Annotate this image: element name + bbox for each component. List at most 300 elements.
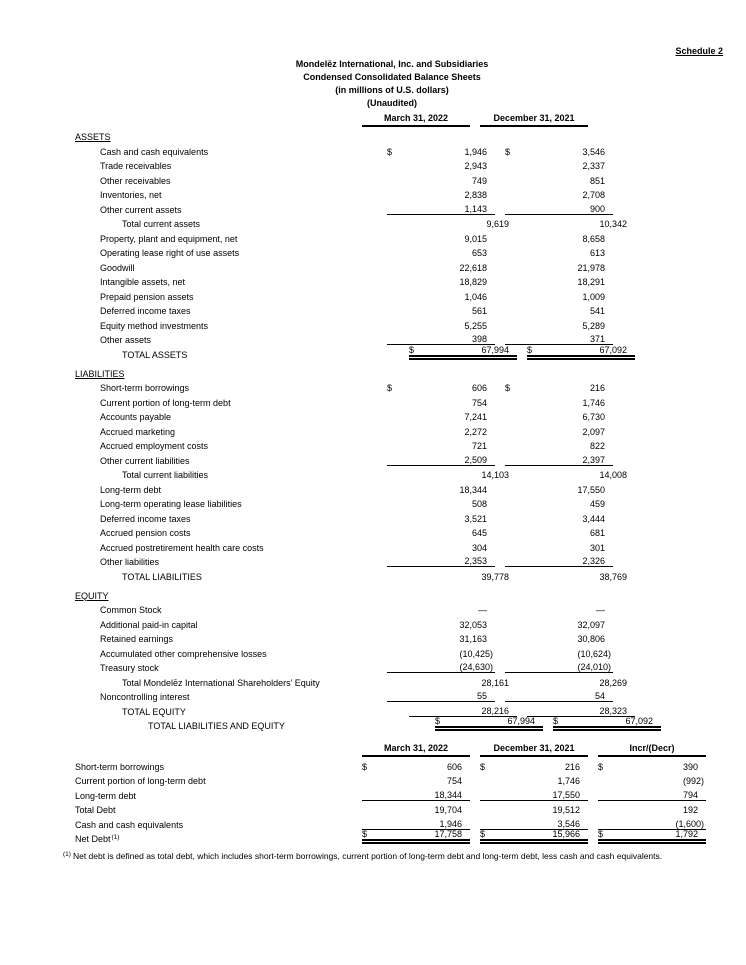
value-cell (387, 263, 495, 273)
value: 18,291 (577, 277, 605, 287)
value: 17,550 (577, 484, 605, 495)
value-cell (598, 829, 706, 844)
title-block (66, 58, 718, 110)
value: 1,946 (464, 146, 487, 157)
value-cell (505, 605, 613, 615)
dollar-sign: $ (409, 344, 415, 355)
dollar-sign: $ (598, 829, 604, 839)
footnote-text: Net debt is defined as total debt, which includes short-term borrowings, current portion of long-term debt and long-term debt, less cash and cash equivalents. (72, 851, 663, 861)
value-cell (527, 572, 635, 582)
dollar-sign: $ (480, 761, 486, 772)
value: 398 (471, 334, 487, 344)
value: 31,163 (459, 634, 487, 644)
value: 2,337 (582, 161, 605, 171)
value-cell (505, 277, 613, 287)
value-cell (362, 790, 470, 801)
table-row (75, 244, 605, 259)
value: 28,269 (599, 677, 627, 688)
value: 851 (589, 175, 605, 186)
value-cell (505, 634, 613, 644)
row-label: Treasury stock (100, 663, 159, 673)
table-row (75, 480, 605, 495)
schedule-label: Schedule 2 (675, 46, 723, 56)
debt-table-rows (75, 757, 706, 844)
table-row (75, 509, 605, 524)
company-name: Mondelēz International, Inc. and Subsidiaries (295, 59, 489, 69)
value-cell (387, 620, 495, 630)
value-cell (387, 412, 495, 422)
row-label: Noncontrolling interest (100, 692, 190, 702)
table-row (75, 171, 605, 186)
value-cell (387, 398, 495, 408)
value-cell (480, 790, 588, 801)
value-cell (387, 277, 495, 287)
table-row (75, 466, 627, 481)
value-cell (409, 572, 517, 582)
row-label: Short-term borrowings (75, 761, 165, 772)
table-row (75, 344, 627, 360)
row-label: Net Debt$^{(1)}$ (75, 834, 120, 844)
value: 606 (471, 383, 487, 393)
row-label: TOTAL EQUITY (122, 706, 186, 717)
table-row (75, 200, 605, 215)
value: 561 (471, 306, 487, 316)
value: 900 (589, 203, 605, 214)
dollar-sign: $ (362, 829, 368, 839)
value-cell (598, 762, 706, 772)
table-row (75, 702, 627, 717)
table-row (75, 451, 605, 466)
value-cell (362, 805, 470, 815)
table-row (75, 815, 706, 830)
value: 3,444 (582, 513, 605, 524)
table-row (75, 437, 605, 452)
footnote (63, 851, 718, 861)
value: 216 (564, 761, 580, 772)
value-cell (505, 514, 613, 524)
value: 2,397 (582, 454, 605, 465)
value-cell (387, 649, 495, 659)
row-label: TOTAL LIABILITIES AND EQUITY (148, 721, 285, 731)
value: 2,272 (464, 426, 487, 437)
value: 67,994 (481, 344, 509, 355)
units-note: (in millions of U.S. dollars) (335, 85, 449, 95)
row-label: Other current liabilities (100, 455, 190, 466)
value-cell (505, 662, 613, 673)
value: 28,323 (599, 705, 627, 716)
row-label: Long-term debt (75, 790, 137, 801)
value: 2,708 (582, 190, 605, 200)
value-cell (387, 556, 495, 567)
value: 2,353 (464, 556, 487, 566)
value: 15,966 (552, 829, 580, 839)
value: 1,143 (464, 203, 487, 214)
row-label: Total Debt (75, 805, 116, 815)
value: 613 (589, 248, 605, 258)
value: 508 (471, 499, 487, 509)
value-cell (505, 321, 613, 331)
value-cell (505, 306, 613, 316)
superscript-marker: (1) (111, 834, 120, 841)
row-label: Property, plant and equipment, net (100, 233, 238, 244)
value-cell (505, 234, 613, 244)
row-label: Other current assets (100, 204, 182, 215)
value: 14,103 (481, 470, 509, 480)
table-row (75, 615, 605, 630)
table-row (75, 142, 605, 157)
value: 18,829 (459, 277, 487, 287)
value-cell (598, 790, 706, 801)
balance-sheet-table (75, 113, 653, 731)
value: 192 (682, 805, 698, 815)
value-cell (362, 762, 470, 772)
value-cell (362, 776, 470, 786)
value-cell (505, 499, 613, 509)
value-cell (527, 470, 635, 480)
table-row (75, 538, 605, 553)
value-cell (505, 263, 613, 273)
column-header-december-31-2021: December 31, 2021 (480, 743, 588, 757)
value: 38,769 (599, 571, 627, 582)
table-row (75, 422, 605, 437)
value-cell (409, 345, 517, 360)
value: 1,046 (464, 291, 487, 302)
table-row (75, 331, 605, 346)
row-label: Current portion of long-term debt (75, 776, 206, 786)
value-cell (387, 485, 495, 495)
value: 8,658 (582, 233, 605, 244)
value: (24,010) (577, 662, 611, 672)
value: 822 (589, 441, 605, 451)
value: — (596, 605, 605, 615)
value: 390 (682, 761, 698, 772)
column-header-march-31-2022: March 31, 2022 (362, 113, 470, 127)
value-cell (387, 691, 495, 702)
row-label: Long-term operating lease liabilities (100, 499, 242, 509)
value: (10,624) (577, 648, 611, 659)
table-row (75, 644, 611, 659)
row-label: Accrued employment costs (100, 441, 209, 451)
value-cell (505, 528, 613, 538)
value: 67,092 (599, 344, 627, 355)
value-cell (505, 455, 613, 466)
dollar-sign: $ (505, 383, 511, 393)
column-header-incr-decr: Incr/(Decr) (598, 743, 706, 757)
value-cell (480, 819, 588, 830)
value: 21,978 (577, 262, 605, 273)
value-cell (505, 248, 613, 258)
row-label: Accrued pension costs (100, 528, 191, 538)
value: 54 (594, 691, 605, 701)
row-label: Accounts payable (100, 412, 172, 422)
report-title: Condensed Consolidated Balance Sheets (303, 72, 481, 82)
table-row (75, 688, 605, 703)
value: 794 (682, 789, 698, 800)
value-cell (505, 556, 613, 567)
row-label: Current portion of long-term debt (100, 397, 231, 408)
dollar-sign: $ (387, 146, 393, 157)
table-row (75, 408, 605, 423)
value-cell (598, 805, 706, 815)
value: 459 (589, 499, 605, 509)
value-cell (480, 762, 588, 772)
row-label: Additional paid-in capital (100, 619, 198, 630)
value: 17,758 (434, 829, 462, 839)
value: 721 (471, 441, 487, 451)
value: 6,730 (582, 412, 605, 422)
row-label: Total Mondelēz International Shareholders’ Equity (122, 677, 320, 688)
value-cell (387, 514, 495, 524)
value-cell (387, 499, 495, 509)
value-cell (505, 292, 613, 302)
table-row (75, 659, 611, 674)
value-cell (387, 528, 495, 538)
value-cell (387, 634, 495, 644)
value-cell (505, 441, 613, 451)
value-cell (387, 455, 495, 466)
value-cell (387, 427, 495, 437)
value: (24,630) (459, 662, 493, 672)
table-row (75, 757, 706, 772)
value-cell (387, 234, 495, 244)
value-cell (505, 383, 613, 393)
row-label: Total current assets (122, 219, 201, 229)
value: 10,342 (599, 219, 627, 229)
table-row (75, 273, 605, 288)
value: 541 (589, 306, 605, 316)
value-cell (527, 219, 635, 229)
value-cell (505, 649, 613, 659)
value-cell (387, 605, 495, 615)
row-label: Accrued marketing (100, 426, 176, 437)
value-cell (505, 427, 613, 437)
balance-sheet-column-headers (75, 113, 588, 127)
value: 7,241 (464, 412, 487, 422)
value: 32,097 (577, 619, 605, 630)
dollar-sign: $ (387, 383, 393, 393)
value: 653 (471, 248, 487, 258)
column-header-march-31-2022: March 31, 2022 (362, 743, 470, 757)
value-cell (362, 829, 470, 844)
table-row (75, 601, 605, 616)
row-label: Intangible assets, net (100, 277, 186, 287)
footnote-marker: (1) (63, 851, 71, 858)
value-cell (435, 716, 543, 731)
content-area (63, 0, 718, 861)
value: 1,009 (582, 291, 605, 302)
table-row (75, 302, 605, 317)
value: 371 (589, 334, 605, 344)
value: 1,746 (557, 776, 580, 786)
value-cell (387, 321, 495, 331)
value: 3,546 (582, 146, 605, 157)
value: 1,946 (439, 818, 462, 829)
value-cell (505, 398, 613, 408)
table-row (75, 393, 605, 408)
value: 1,746 (582, 397, 605, 408)
value: 645 (471, 528, 487, 538)
value: 606 (446, 761, 462, 772)
value: 2,097 (582, 426, 605, 437)
value-cell (387, 441, 495, 451)
value-cell (505, 485, 613, 495)
value: 28,216 (481, 705, 509, 716)
value-cell (527, 345, 635, 360)
row-label: Common Stock (100, 605, 162, 615)
value: (992) (682, 776, 704, 786)
row-label: Accrued postretirement health care costs (100, 542, 264, 553)
table-row (75, 716, 653, 732)
value: 19,704 (434, 805, 462, 815)
row-label: Other assets (100, 335, 152, 345)
value: 9,015 (464, 233, 487, 244)
value: 18,344 (459, 484, 487, 495)
balance-sheet-rows (75, 129, 653, 731)
section-header-liabilities: LIABILITIES (75, 368, 125, 379)
table-row (75, 287, 605, 302)
value-cell (505, 190, 613, 200)
table-row (75, 567, 627, 582)
column-header-december-31-2021: December 31, 2021 (480, 113, 588, 127)
value-cell (409, 470, 517, 480)
table-row (75, 553, 605, 568)
value-cell (480, 776, 588, 786)
row-label: Inventories, net (100, 190, 162, 200)
row-label: Deferred income taxes (100, 306, 191, 316)
row-label: TOTAL ASSETS (122, 349, 188, 360)
value-cell (387, 383, 495, 393)
row-label: Accumulated other comprehensive losses (100, 648, 267, 659)
value-cell (480, 829, 588, 844)
value: 32,053 (459, 619, 487, 630)
value-cell (409, 219, 517, 229)
value: 14,008 (599, 470, 627, 480)
row-label: Total current liabilities (122, 470, 209, 480)
table-row (75, 673, 627, 688)
table-row (75, 801, 706, 816)
table-row (75, 772, 706, 787)
value: 17,550 (552, 789, 580, 800)
value: 681 (589, 528, 605, 538)
row-label: TOTAL LIABILITIES (122, 571, 202, 582)
value: 5,255 (464, 320, 487, 331)
debt-table-column-headers (75, 743, 706, 757)
value: 2,838 (464, 190, 487, 200)
table-row (75, 524, 605, 539)
value: 3,546 (557, 818, 580, 829)
value: 754 (446, 776, 462, 786)
table-row (75, 258, 605, 273)
row-label: Cash and cash equivalents (100, 146, 209, 157)
dollar-sign: $ (598, 761, 604, 772)
value-cell (505, 543, 613, 553)
value: 1,792 (675, 829, 698, 839)
value-cell (387, 306, 495, 316)
value-cell (505, 620, 613, 630)
unaudited-note: (Unaudited) (367, 98, 417, 108)
value-cell (409, 678, 517, 688)
value: 2,509 (464, 454, 487, 465)
value-cell (387, 543, 495, 553)
value-cell (387, 662, 495, 673)
table-row (75, 830, 706, 845)
value: (1,600) (675, 818, 704, 829)
value-cell (387, 176, 495, 186)
dollar-sign: $ (527, 344, 533, 355)
value-cell (387, 292, 495, 302)
row-label: Short-term borrowings (100, 383, 190, 393)
row-label: Other liabilities (100, 557, 160, 567)
value-cell (505, 412, 613, 422)
value: 18,344 (434, 789, 462, 800)
value-cell (387, 161, 495, 171)
table-row (75, 229, 605, 244)
value: 301 (589, 542, 605, 553)
value-cell (387, 190, 495, 200)
value: 5,289 (582, 320, 605, 331)
value-cell (409, 706, 517, 717)
row-label: Operating lease right of use assets (100, 248, 240, 258)
value-cell (527, 678, 635, 688)
value-cell (598, 819, 706, 830)
table-row (75, 316, 605, 331)
value: 9,619 (486, 219, 509, 229)
value: — (478, 605, 487, 615)
value: 216 (589, 383, 605, 393)
row-label: Prepaid pension assets (100, 291, 194, 302)
value-cell (505, 334, 613, 345)
table-row (75, 157, 605, 172)
value-cell (387, 248, 495, 258)
value: 22,618 (459, 262, 487, 273)
dollar-sign: $ (480, 829, 486, 839)
row-label: Deferred income taxes (100, 513, 191, 524)
table-row (75, 495, 605, 510)
row-label: Trade receivables (100, 161, 172, 171)
value: 2,943 (464, 161, 487, 171)
value-cell (505, 176, 613, 186)
value-cell (387, 334, 495, 345)
value: 67,092 (625, 716, 653, 726)
dollar-sign: $ (553, 716, 559, 726)
value-cell (362, 819, 470, 830)
row-label: Long-term debt (100, 484, 162, 495)
value: 754 (471, 397, 487, 408)
row-label: Goodwill (100, 262, 135, 273)
value: 19,512 (552, 805, 580, 815)
section-header-assets: ASSETS (75, 132, 111, 142)
value-cell (505, 204, 613, 215)
row-label: Equity method investments (100, 320, 209, 331)
table-row (75, 379, 605, 394)
table-row (75, 786, 706, 801)
value-cell (505, 161, 613, 171)
dollar-sign: $ (435, 716, 441, 726)
value: 67,994 (507, 716, 535, 726)
value: 39,778 (481, 571, 509, 582)
section-header-equity: EQUITY (75, 590, 109, 601)
dollar-sign: $ (505, 146, 511, 157)
value: 3,521 (464, 513, 487, 524)
value-cell (598, 776, 706, 786)
value-cell (505, 691, 613, 702)
value-cell (527, 706, 635, 717)
table-row (75, 215, 627, 230)
value-cell (505, 147, 613, 157)
value: 55 (476, 691, 487, 701)
row-label: Other receivables (100, 175, 171, 186)
value-cell (553, 716, 661, 731)
